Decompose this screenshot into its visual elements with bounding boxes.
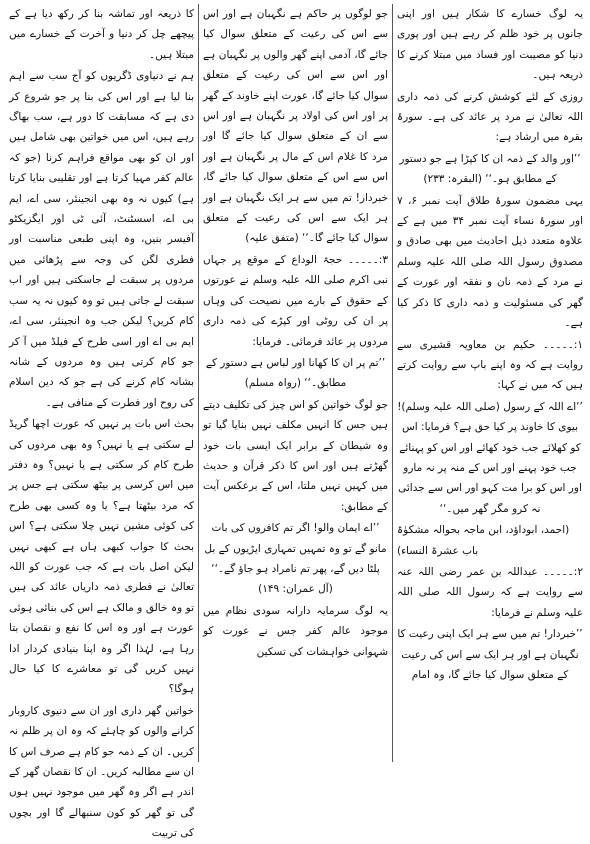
quoted-passage: ’’تم پر ان کا کھانا اور لباس ہے دستور کے مطابق۔‘‘ (رواہ مسلم): [205, 356, 386, 390]
body-paragraph: ۲:۔۔۔۔۔ عبداللہ بن عمر رضی اللہ عنہ سے روایت ہے کہ رسول اللہ صلی اللہ علیہ وسلم نے فرمایا:: [397, 565, 583, 619]
body-paragraph: روزی کے لئے کوشش کرنے کی ذمہ داری اللہ تعالیٰ نے مرد پر عائد کی ہے۔ سورۂ بقرہ میں ارشاد ہے:: [397, 90, 583, 144]
text-column-right: [393, 4, 587, 762]
body-paragraph: ۳:۔۔۔۔۔ حجۃ الوداع کے موقع پر جہاں نبی اکرم صلی اللہ علیہ وسلم نے عورتوں کے حقوق کے بارے میں نصیحت کی وہاں پر ان کی روٹی اور کپڑے کی ذمہ داری مردوں پر عائد فرمائی۔ فرمایا:: [203, 253, 388, 348]
body-paragraph: کا ذریعہ اور تماشہ بنا کر رکھ دیا ہے کے پیچھے چل کر دنیا و آخرت کے خسارے میں مبتلا ہیں۔: [9, 8, 194, 61]
citation-reference: (احمد، ابوداؤد، ابن ماجہ بحوالہ مشکوٰۃ باب عشرۃ النساء): [397, 524, 570, 557]
body-paragraph: یہ لوگ خسارے کا شکار ہیں اور اپنی جانوں پر خود ظلم کر رہے ہیں اور پوری دنیا کو مصیبت اور فساد میں مبتلا کرنے کا ذریعہ ہیں۔: [397, 8, 583, 82]
body-paragraph: ۱:۔۔۔۔۔ حکیم بن معاویہ قشیری سے روایت ہے کہ وہ اپنے باپ سے روایت کرتے ہیں کہ میں نے کہا:: [397, 338, 583, 392]
text-column-left: [5, 4, 199, 840]
body-paragraph: یہ لوگ سرمایہ دارانہ سودی نظام میں موجود عالم کفر جس نے عورت کو شہوانی خواہشات کی تسکین: [203, 604, 388, 658]
body-paragraph: بحث اس بات پر نہیں کہ عورت اچھا گریڈ لے سکتی ہے یا نہیں؟ وہ بھی مردوں کی طرح کام کر سکتی ہے یا نہیں؟ وہ دفتر میں اس کرسی پر بیٹھ سکتی ہے جس پر کہ مرد بیٹھتا ہے؟ یا وہ کسی بھی طرح کی کوئی مشین نہیں چلا سکتی ہے؟ اس بحث کا جواب کبھی ہاں ہے کبھی نہیں لیکن اصل بات ہے کہ جب عورت کو اللہ تعالیٰ نے فطری ذمہ داریاں عائد کی ہیں تو وہ خالق و مالک ہے اس کی بنائی ہوئی عورت ہے اور وہ اس کا نفع و نقصان بتا رہا ہے، لہٰذا اگر وہ اپنا بنیادی کردار ادا نہیں کریں گی تو معاشرے کا کیا حال ہوگا؟: [9, 418, 194, 696]
quoted-passage: ’’اور والد کے ذمہ ان کا کپڑا ہے جو دستور کے مطابق ہو۔‘‘ (البقرہ: ۲۳۳): [399, 152, 581, 186]
quoted-passage: ’’اے ایمان والو! اگر تم کافروں کی بات مانو گے تو وہ تمہیں تمہاری ایڑیوں کے بل پلٹا دیں گے، پھر تم نامراد ہو جاؤ گے۔‘‘ (آل عمران: ۱۴۹): [204, 522, 387, 596]
text-column-middle: [199, 4, 393, 762]
body-paragraph: یہی مضمون سورۂ طلاق آیت نمبر ۶، ۷ اور سورۂ نساء آیت نمبر ۳۴ میں ہے کے علاوہ متعدد ذیل احادیث میں بھی صادق و مصدوق رسول اللہ صلی اللہ علیہ وسلم نے مرد کے ذمہ نان و نفقہ اور عورت کے گھر کی مسئولیت و ذمہ داری کا ذکر کیا ہے۔: [397, 194, 583, 330]
body-paragraph: خواتین گھر داری اور ان سے دنیوی کاروبار کرانے والوں کو چاہئے کہ وہ ان پر ظلم نہ کریں۔ ان کے ذمہ جو کام ہے صرف اس کا ان سے مطالبہ کریں۔ ان کا نقصان گھر کے اندر ہے اگر وہ گھر میں موجود نہیں ہوں گی تو گھر کو کون سنبھالے گا اور بچوں کی تربیت: [9, 704, 194, 840]
body-paragraph: جو لوگ خواتین کو اس چیز کی تکلیف دیتے ہیں جس کا انہیں مکلف نہیں بنایا گیا تو وہ شیطان کے برابر ایک ایسی بات خود گھڑتے ہیں اور اس کا ذکر قرآن و حدیث میں کہیں نہیں ملتا، اس کے برعکس آیت کے مطابق:: [203, 398, 388, 513]
quoted-passage: ’’اے اللہ کے رسول (صلی اللہ علیہ وسلم)! بیوی کا خاوند پر کیا حق ہے؟ فرمایا: اس کو کھلائے جب خود کھائے اور اس کو پہنائے جب خود پہنے اور اس کے منہ پر نہ مارو اور اس کو برا مت کہو اور اس سے جدائی نہ کرو مگر گھر میں۔‘‘: [397, 400, 583, 515]
body-paragraph: ہم نے دنیاوی ڈگریوں کو آج سب سے اہم بنا لیا ہے اور اس کی بنا پر جو شروع کر دی ہے کہ مسابقت کا دور ہے، سب بھاگ رہے ہیں، اس میں خواتین بھی شامل ہیں اور ان کو بھی مواقع فراہم کرنا (جو کہ عالم کفر مہیا کرتا ہے اور تقلیبی بنایا کرتا ہے) کیوں نہ وہ بھی انجینئر، سی اے، ایم بی اے، اسسٹنٹ، آئی ٹی اور ایگزیکٹو آفیسر بنیں، وہ اپنی طبعی مناسبت اور فطری لگن کی وجہ سے پڑھائی میں مردوں پر سبقت لے جاسکتی ہیں اور اب سبقت لے جاتی ہیں تو وہ کیوں نہ یہ سب کام کریں؟ لیکن جب وہ انجینئر، سی اے، ایم بی اے اور اسی طرح کے فیلڈ میں آ کر جو کام کرتی ہیں وہ مردوں کے شانہ بشانہ کام کرنے کی ہے جو کہ دین اسلام کی روح اور فطرت کے منافی ہے۔: [9, 70, 194, 409]
quoted-passage: ’’خبردار! تم میں سے ہر ایک اپنی رعیت کا نگہبان ہے اور ہر ایک سے اس کی رعیت کے متعلق سوال کیا جائے گا، وہ امام: [397, 628, 583, 681]
body-paragraph: جو لوگوں پر حاکم ہے نگہبان ہے اور اس سے اس کی رعیت کے متعلق سوال کیا جائے گا، آدمی اپنے گھر والوں پر نگہبان ہے اور اس سے اس کی رعیت کے متعلق سوال کیا جائے گا، عورت اپنے خاوند کے گھر پر اور اس کی اولاد پر نگہبان ہے اور اس سے ان کے متعلق سوال کیا جائے گا اور مرد کا غلام اس کے مال پر نگہبان ہے اور اس سے اس کے متعلق سوال کیا جائے گا، خبردار! تم میں سے ہر ایک نگہبان ہے اور ہر ایک سے اس کی رعیت کے متعلق سوال کیا جائے گا۔‘‘ (متفق علیہ): [203, 8, 388, 245]
